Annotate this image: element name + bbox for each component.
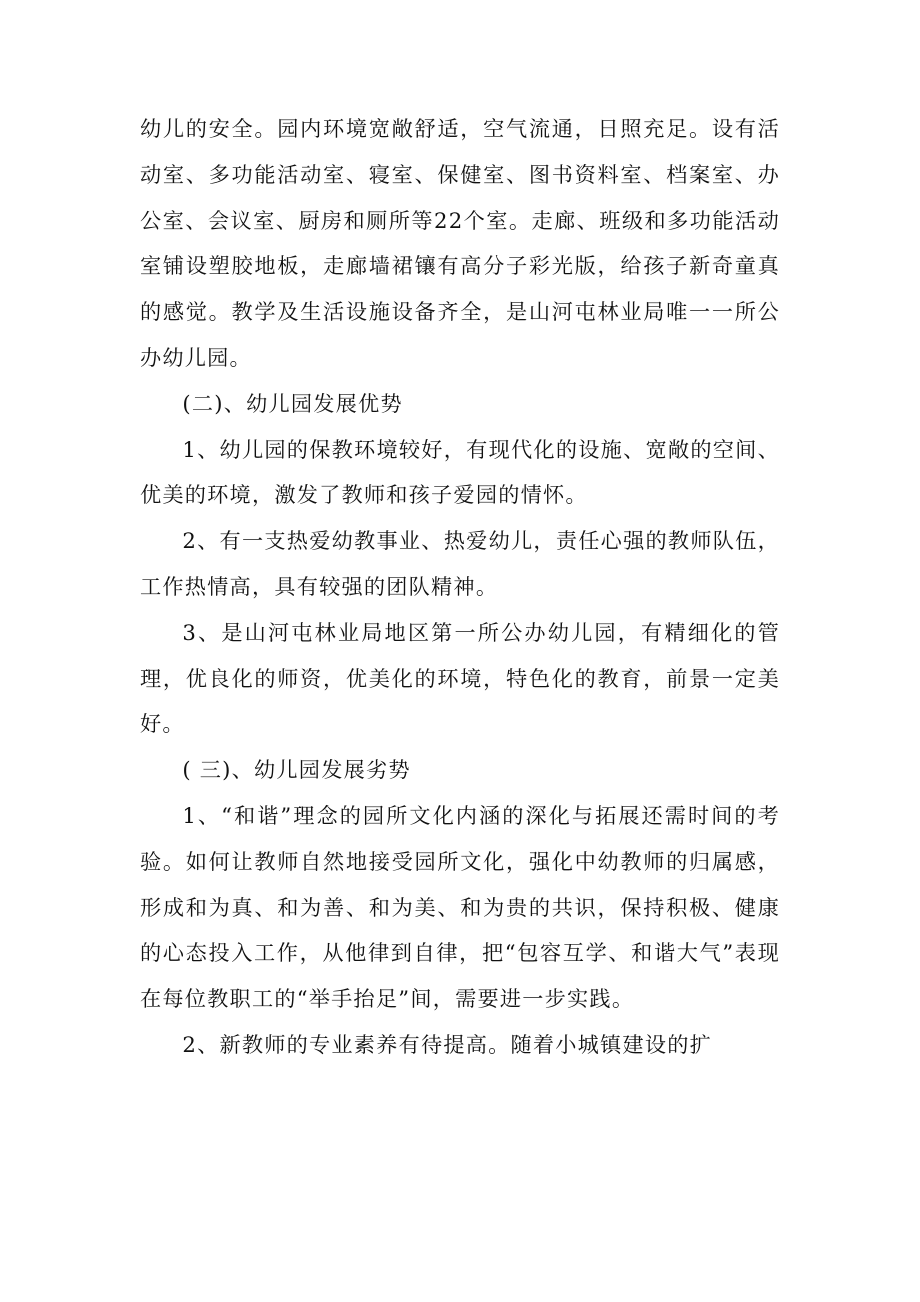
disadvantage-item-1: 1、“和谐”理念的园所文化内涵的深化与拓展还需时间的考验。如何让教师自然地接受园所文化，强化中幼教师的归属感，形成和为真、和为善、和为美、和为贵的共识，保持积极、健康的心态投入工作，从他律到自律，把“包容互学、和谐大气”表现在每位教职工的“举手抬足”间，需要进一步实践。 (140, 802, 780, 1012)
section-heading-advantages: (二)、幼儿园发展优势 (182, 390, 403, 416)
body-paragraph: 幼儿的安全。园内环境宽敞舒适，空气流通，日照充足。设有活动室、多功能活动室、寝室、保健室、图书资料室、档案室、办公室、会议室、厨房和厕所等22个室。走廊、班级和多功能活动室铺设塑胶地板，走廊墙裙镶有高分子彩光版，给孩子新奇童真的感觉。教学及生活设施设备齐全，是山河屯林业局唯一一所公办幼儿园。 (140, 116, 780, 370)
advantage-item-2: 2、有一支热爱幼教事业、热爱幼儿，责任心强的教师队伍，工作热情高，具有较强的团队精神。 (140, 528, 780, 599)
document-page (140, 106, 780, 1068)
section-heading-disadvantages: ( 三)、幼儿园发展劣势 (182, 757, 411, 783)
advantage-item-1: 1、幼儿园的保教环境较好，有现代化的设施、宽敞的空间、优美的环境，激发了教师和孩子爱园的情怀。 (140, 436, 780, 508)
advantage-item-3: 3、是山河屯林业局地区第一所公办幼儿园，有精细化的管理，优良化的师资，优美化的环境，特色化的教育，前景一定美好。 (140, 619, 780, 737)
disadvantage-item-2: 2、新教师的专业素养有待提高。随着小城镇建设的扩 (182, 1031, 712, 1057)
